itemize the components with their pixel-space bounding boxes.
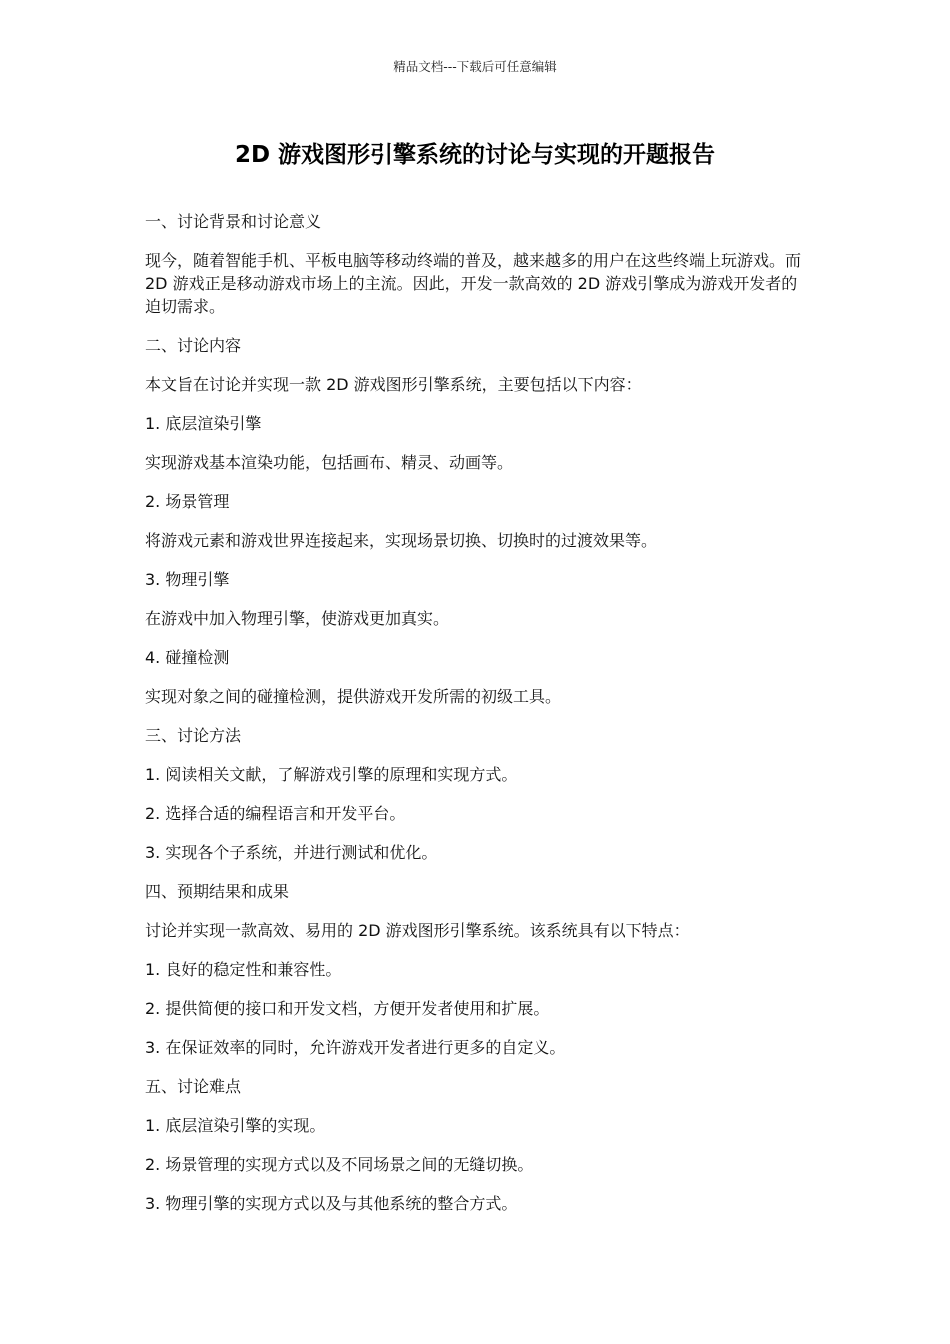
paragraph-collision-detection: 实现对象之间的碰撞检测，提供游戏开发所需的初级工具。 <box>145 687 562 706</box>
list-item-difficulty-3: 3. 物理引擎的实现方式以及与其他系统的整合方式。 <box>145 1194 518 1213</box>
list-item-scene-management: 2. 场景管理 <box>145 492 230 511</box>
paragraph-rendering-engine: 实现游戏基本渲染功能，包括画布、精灵、动画等。 <box>145 453 514 472</box>
list-item-difficulty-2: 2. 场景管理的实现方式以及不同场景之间的无缝切换。 <box>145 1155 534 1174</box>
paragraph-physics-engine: 在游戏中加入物理引擎，使游戏更加真实。 <box>145 609 450 628</box>
page-header: 精品文档---下载后可任意编辑 <box>393 59 557 74</box>
list-item-result-2: 2. 提供简便的接口和开发文档，方便开发者使用和扩展。 <box>145 999 550 1018</box>
list-item-method-2: 2. 选择合适的编程语言和开发平台。 <box>145 804 406 823</box>
list-item-method-1: 1. 阅读相关文献，了解游戏引擎的原理和实现方式。 <box>145 765 518 784</box>
list-item-collision-detection: 4. 碰撞检测 <box>145 648 230 667</box>
section-heading-results: 四、预期结果和成果 <box>145 882 290 901</box>
document-title: 2D 游戏图形引擎系统的讨论与实现的开题报告 <box>234 142 716 168</box>
list-item-result-1: 1. 良好的稳定性和兼容性。 <box>145 960 342 979</box>
paragraph-background: 现今，随着智能手机、平板电脑等移动终端的普及，越来越多的用户在这些终端上玩游戏。而 2D 游戏正是移动游戏市场上的主流。因此，开发一款高效的 2D 游戏引擎成为游戏开发者的迫切需求。 <box>145 251 802 316</box>
section-heading-content: 二、讨论内容 <box>145 336 242 355</box>
section-heading-difficulties: 五、讨论难点 <box>145 1077 242 1096</box>
list-item-physics-engine: 3. 物理引擎 <box>145 570 230 589</box>
paragraph-scene-management: 将游戏元素和游戏世界连接起来，实现场景切换、切换时的过渡效果等。 <box>145 531 658 550</box>
paragraph-results-intro: 讨论并实现一款高效、易用的 2D 游戏图形引擎系统。该系统具有以下特点： <box>145 921 690 940</box>
section-heading-methods: 三、讨论方法 <box>145 726 242 745</box>
list-item-result-3: 3. 在保证效率的同时，允许游戏开发者进行更多的自定义。 <box>145 1038 566 1057</box>
list-item-rendering-engine: 1. 底层渲染引擎 <box>145 414 262 433</box>
list-item-difficulty-1: 1. 底层渲染引擎的实现。 <box>145 1116 326 1135</box>
list-item-method-3: 3. 实现各个子系统，并进行测试和优化。 <box>145 843 438 862</box>
paragraph-content-intro: 本文旨在讨论并实现一款 2D 游戏图形引擎系统，主要包括以下内容： <box>145 375 642 394</box>
section-heading-background: 一、讨论背景和讨论意义 <box>145 212 322 231</box>
document-body <box>145 210 810 1231</box>
